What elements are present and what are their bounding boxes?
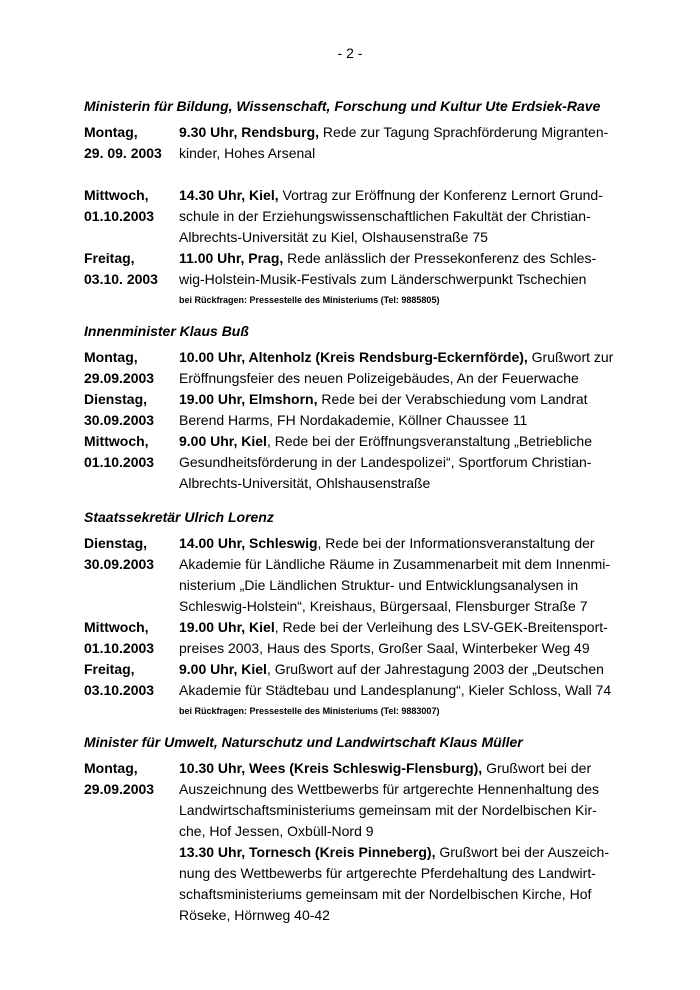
appointment-details	[179, 185, 629, 248]
appointment-line: Rede anlässlich der Pressekonferenz des Schles-	[283, 250, 597, 266]
appointment-entry	[84, 122, 629, 164]
contact-note: bei Rückfragen: Pressestelle des Ministeriums (Tel: 9885805)	[179, 295, 440, 305]
appointment-entry	[84, 347, 629, 389]
appointment-entry	[84, 389, 629, 431]
appointment-time-place: 9.30 Uhr, Rendsburg,	[179, 124, 320, 140]
appointment-time-place: 14.00 Uhr, Schleswig	[179, 535, 318, 551]
section-title: Innenminister Klaus Buß	[84, 323, 249, 339]
appointment-text	[179, 617, 629, 659]
contact-note: bei Rückfragen: Pressestelle des Ministeriums (Tel: 9883007)	[179, 706, 440, 716]
appointment-line: preises 2003, Haus des Sports, Großer Saal, Winterbeker Weg 49	[179, 640, 590, 656]
appointment-line: Röseke, Hörnweg 40-42	[179, 907, 330, 923]
appointment-entry	[84, 617, 629, 659]
section	[84, 96, 629, 308]
weekday: Montag,	[84, 349, 138, 365]
date: 29. 09. 2003	[84, 145, 162, 161]
appointment-line: Grußwort zur	[527, 349, 614, 365]
appointment-date	[84, 758, 179, 926]
appointment-line: Rede zur Tagung Sprachförderung Migranten-	[319, 124, 609, 140]
appointment-line: Vortrag zur Eröffnung der Konferenz Lernort Grund-	[278, 187, 603, 203]
section	[84, 732, 629, 926]
date: 29.09.2003	[84, 370, 155, 386]
appointment-date	[84, 389, 179, 431]
appointment-entry	[84, 659, 629, 701]
appointment-line: , Grußwort auf der Jahrestagung 2003 der „Deutschen	[266, 661, 604, 677]
appointment-date	[84, 122, 179, 164]
appointment-time-place: 10.00 Uhr, Altenholz (Kreis Rendsburg-Eckernförde),	[179, 349, 528, 365]
appointment-date	[84, 248, 179, 290]
weekday: Dienstag,	[84, 535, 148, 551]
appointment-line: che, Hof Jessen, Oxbüll-Nord 9	[179, 823, 374, 839]
appointment-text	[179, 389, 629, 431]
appointment-text	[179, 347, 629, 389]
appointment-line: nisterium „Die Ländlichen Struktur- und Entwicklungsanalysen in	[179, 577, 579, 593]
date: 29.09.2003	[84, 781, 155, 797]
appointment-line: Akademie für Ländliche Räume in Zusammenarbeit mit dem Innenmi-	[179, 556, 611, 572]
appointment-time-place: 14.30 Uhr, Kiel,	[179, 187, 279, 203]
appointment-time-place: 9.00 Uhr, Kiel	[179, 433, 267, 449]
appointment-details	[179, 248, 629, 290]
section-title: Ministerin für Bildung, Wissenschaft, Forschung und Kultur Ute Erdsiek-Rave	[84, 98, 601, 114]
appointment-date	[84, 617, 179, 659]
date: 30.09.2003	[84, 412, 155, 428]
section-title: Staatssekretär Ulrich Lorenz	[84, 509, 274, 525]
appointment-time-place: 9.00 Uhr, Kiel	[179, 661, 267, 677]
appointment-time-place: 13.30 Uhr, Tornesch (Kreis Pinneberg),	[179, 844, 436, 860]
appointment-line: Berend Harms, FH Nordakademie, Köllner Chaussee 11	[179, 412, 528, 428]
appointment-line: nung des Wettbewerbs für artgerechte Pferdehaltung des Landwirt-	[179, 865, 596, 881]
appointment-line: Eröffnungsfeier des neuen Polizeigebäudes, An der Feuerwache	[179, 370, 579, 386]
date: 01.10.2003	[84, 208, 155, 224]
appointment-text	[179, 248, 629, 290]
appointment-text	[179, 842, 629, 926]
appointment-entry	[84, 431, 629, 494]
document-body	[84, 96, 629, 939]
appointment-details	[179, 533, 629, 617]
date: 01.10.2003	[84, 640, 155, 656]
appointment-line: Rede bei der Verabschiedung vom Landrat	[317, 391, 588, 407]
weekday: Mittwoch,	[84, 619, 149, 635]
appointment-line: wig-Holstein-Musik-Festivals zum Länderschwerpunkt Tschechien	[179, 271, 587, 287]
appointment-time-place: 19.00 Uhr, Kiel	[179, 619, 275, 635]
appointment-entry	[84, 185, 629, 248]
date: 03.10.2003	[84, 682, 155, 698]
section	[84, 321, 629, 494]
appointment-line: , Rede bei der Informationsveranstaltung der	[317, 535, 595, 551]
appointment-line: , Rede bei der Eröffnungsveranstaltung „Betriebliche	[266, 433, 592, 449]
appointment-line: Akademie für Städtebau und Landesplanung“, Kieler Schloss, Wall 74	[179, 682, 612, 698]
appointment-date	[84, 533, 179, 617]
appointment-date	[84, 185, 179, 248]
appointment-time-place: 19.00 Uhr, Elmshorn,	[179, 391, 318, 407]
appointment-text	[179, 533, 629, 617]
appointment-line: , Rede bei der Verleihung des LSV-GEK-Breitensport-	[274, 619, 608, 635]
appointment-entry	[84, 758, 629, 926]
section-title: Minister für Umwelt, Naturschutz und Landwirtschaft Klaus Müller	[84, 734, 523, 750]
weekday: Mittwoch,	[84, 187, 149, 203]
appointment-line: Auszeichnung des Wettbewerbs für artgerechte Hennenhaltung des	[179, 781, 600, 797]
appointment-details	[179, 659, 629, 701]
section	[84, 507, 629, 719]
appointment-line: Landwirtschaftsministeriums gemeinsam mit der Nordelbischen Kir-	[179, 802, 597, 818]
weekday: Montag,	[84, 760, 138, 776]
appointment-text	[179, 122, 629, 164]
weekday: Dienstag,	[84, 391, 148, 407]
appointment-text	[179, 431, 629, 494]
appointment-entry	[84, 533, 629, 617]
appointment-line: schule in der Erziehungswissenschaftlichen Fakultät der Christian-	[179, 208, 591, 224]
weekday: Mittwoch,	[84, 433, 149, 449]
appointment-text	[179, 659, 629, 701]
appointment-text	[179, 758, 629, 842]
appointment-line: schaftsministeriums gemeinsam mit der Nordelbischen Kirche, Hof	[179, 886, 592, 902]
appointment-text	[179, 185, 629, 248]
appointment-line: kinder, Hohes Arsenal	[179, 145, 316, 161]
appointment-line: Schleswig-Holstein“, Kreishaus, Bürgersaal, Flensburger Straße 7	[179, 598, 588, 614]
appointment-time-place: 10.30 Uhr, Wees (Kreis Schleswig-Flensburg),	[179, 760, 483, 776]
appointment-line: Grußwort bei der	[482, 760, 592, 776]
date: 30.09.2003	[84, 556, 155, 572]
appointment-line: Grußwort bei der Auszeich-	[435, 844, 609, 860]
date: 03.10. 2003	[84, 271, 158, 287]
date: 01.10.2003	[84, 454, 155, 470]
appointment-line: Albrechts-Universität zu Kiel, Olshausenstraße 75	[179, 229, 488, 245]
appointment-date	[84, 659, 179, 701]
spacer	[84, 164, 629, 185]
weekday: Freitag,	[84, 661, 135, 677]
weekday: Freitag,	[84, 250, 135, 266]
appointment-details	[179, 758, 629, 926]
appointment-details	[179, 389, 629, 431]
appointment-details	[179, 122, 629, 164]
weekday: Montag,	[84, 124, 138, 140]
appointment-time-place: 11.00 Uhr, Prag,	[179, 250, 284, 266]
appointment-details	[179, 347, 629, 389]
appointment-date	[84, 347, 179, 389]
appointment-date	[84, 431, 179, 494]
appointment-entry	[84, 248, 629, 290]
page-number: - 2 -	[337, 45, 363, 61]
appointment-details	[179, 617, 629, 659]
appointment-line: Gesundheitsförderung in der Landespolizei“, Sportforum Christian-	[179, 454, 592, 470]
appointment-details	[179, 431, 629, 494]
appointment-line: Albrechts-Universität, Ohlshausenstraße	[179, 475, 431, 491]
